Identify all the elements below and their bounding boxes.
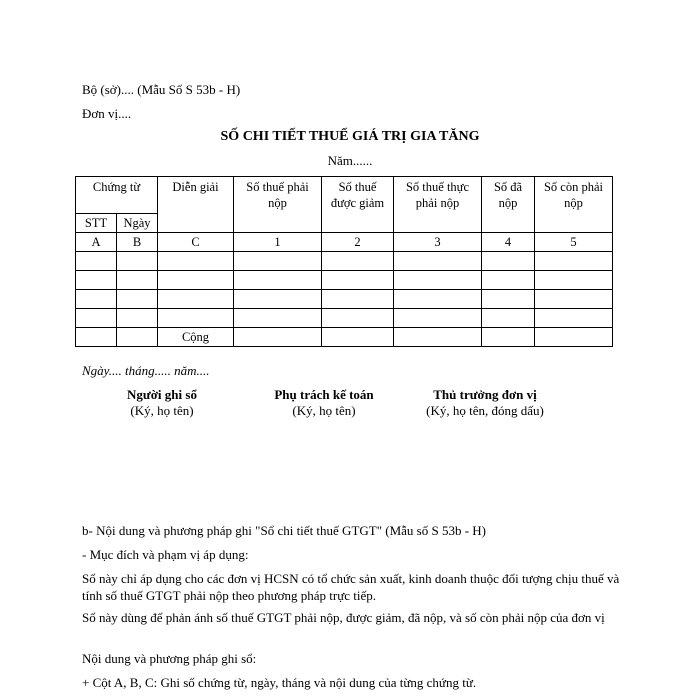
- code-2: 2: [322, 233, 394, 252]
- section-b-heading: b- Nội dung và phương pháp ghi "Sổ chi tiết thuế GTGT" (Mẫu số S 53b - H): [82, 523, 487, 538]
- table-row: [76, 271, 613, 290]
- signature-chief-accountant-note: (Ký, họ tên): [292, 403, 356, 418]
- method-heading: Nội dung và phương pháp ghi sổ:: [82, 651, 257, 666]
- subheader-date: Ngày: [117, 214, 158, 233]
- header-remaining: Số còn phải nộp: [535, 177, 613, 233]
- code-b: B: [117, 233, 158, 252]
- total-label: Cộng: [158, 328, 234, 347]
- table-total-row: [76, 328, 613, 347]
- signature-recorder-note: (Ký, họ tên): [130, 403, 194, 418]
- code-c: C: [158, 233, 234, 252]
- vat-ledger-table: [75, 176, 613, 347]
- page-title: SỐ CHI TIẾT THUẾ GIÁ TRỊ GIA TĂNG: [220, 129, 480, 144]
- header-tax-reduced: Số thuế được giảm: [322, 177, 394, 233]
- header-voucher: Chứng từ: [76, 177, 158, 214]
- header-unit: Đơn vị....: [82, 106, 132, 121]
- header-description: Diễn giải: [158, 177, 234, 233]
- date-line: Ngày.... tháng..... năm....: [82, 363, 210, 378]
- signature-chief-accountant-title: Phụ trách kế toán: [274, 387, 374, 402]
- paragraph-scope: Sổ này chỉ áp dụng cho các đơn vị HCSN có tổ chức sản xuất, kinh doanh thuộc đối tượng chịu thuế và tính số thuế GTGT phải nộp theo phương pháp trực tiếp.: [82, 571, 620, 603]
- code-3: 3: [394, 233, 482, 252]
- header-tax-actual: Số thuế thực phải nộp: [394, 177, 482, 233]
- signature-head-of-unit-note: (Ký, họ tên, đóng dấu): [426, 403, 544, 418]
- signature-head-of-unit-title: Thủ trưởng đơn vị: [433, 387, 537, 402]
- year-line: Năm......: [327, 153, 373, 168]
- code-5: 5: [535, 233, 613, 252]
- code-4: 4: [482, 233, 535, 252]
- subheader-stt: STT: [76, 214, 117, 233]
- table-row: [76, 252, 613, 271]
- code-a: A: [76, 233, 117, 252]
- table-header-row: [76, 177, 613, 214]
- header-paid: Số đã nộp: [482, 177, 535, 233]
- table-row: [76, 309, 613, 328]
- signature-recorder-title: Người ghi sổ: [127, 387, 197, 402]
- header-ministry: Bộ (sở).... (Mẫu Số S 53b - H): [82, 82, 241, 97]
- signature-recorder: [100, 387, 224, 419]
- paragraph-usage: Sổ này dùng để phản ánh số thuế GTGT phải nộp, được giảm, đã nộp, và số còn phải nộp của đơn vị: [82, 610, 605, 625]
- signature-chief-accountant: [254, 387, 394, 419]
- signature-head-of-unit: [410, 387, 560, 419]
- code-1: 1: [234, 233, 322, 252]
- purpose-heading: - Mục đích và phạm vị áp dụng:: [82, 547, 249, 562]
- column-abc-note: + Cột A, B, C: Ghi số chứng từ, ngày, tháng và nội dung của từng chứng từ.: [82, 675, 477, 690]
- header-tax-payable: Số thuế phải nộp: [234, 177, 322, 233]
- table-row: [76, 290, 613, 309]
- table-code-row: [76, 233, 613, 252]
